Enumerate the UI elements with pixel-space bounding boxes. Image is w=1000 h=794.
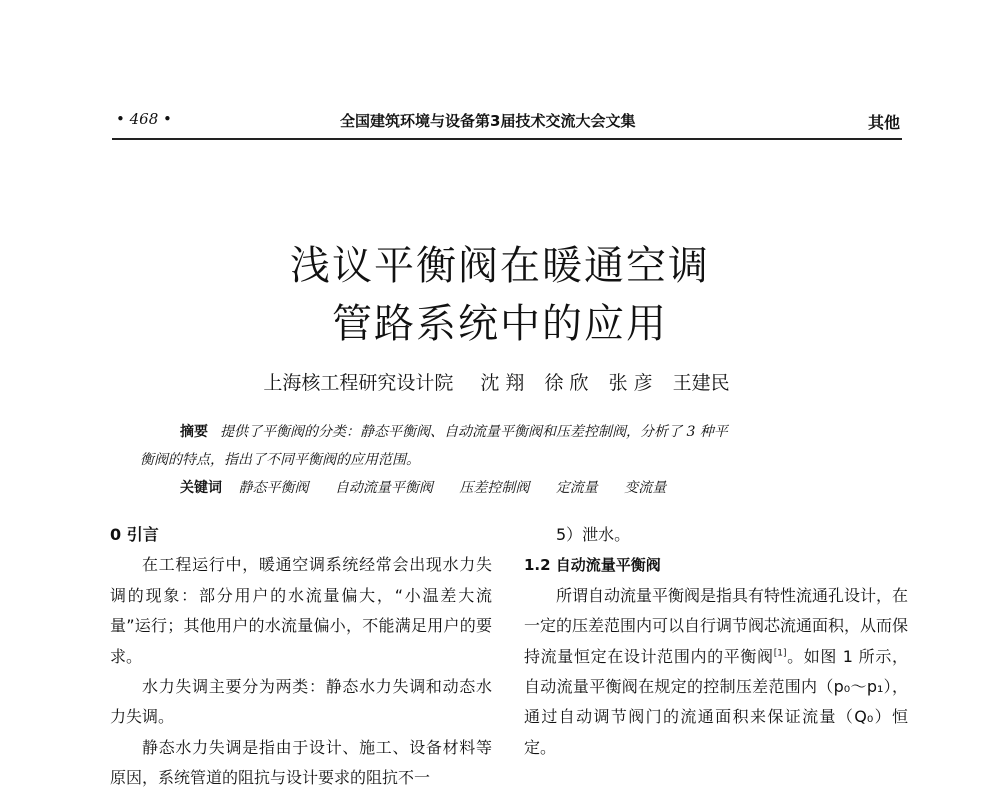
left-column: [110, 520, 492, 794]
list-item: 5）泄水。: [556, 525, 631, 544]
page-number: • 468 •: [116, 110, 172, 128]
abstract-label: 摘要: [180, 424, 208, 440]
section-label: 其他: [867, 113, 900, 132]
keyword: 定流量: [555, 480, 598, 496]
journal-title: 全国建筑环境与设备第3届技术交流大会文集: [340, 112, 636, 130]
keyword: 自动流量平衡阀: [334, 480, 433, 496]
author-institution: 上海核工程研究设计院: [263, 372, 454, 394]
keyword: 压差控制阀: [459, 480, 530, 496]
section-heading-introduction: 0 引言: [110, 525, 159, 544]
body-paragraph: 水力失调主要分为两类：静态水力失调和动态水力失调。: [110, 677, 492, 727]
article-title-line-2: 管路系统中的应用: [332, 301, 668, 347]
body-text: 所谓自动流量平衡阀是指具有特性流通孔设计，在一定的压差范围内可以自行调节阀芯流通面积，从而保持流量恒定在设计范围内的平衡阀: [524, 585, 909, 666]
author-name: 沈 翔: [480, 372, 525, 394]
body-paragraph: [524, 581, 908, 763]
subsection-heading: 1.2 自动流量平衡阀: [524, 556, 661, 575]
author-line: [0, 368, 1000, 395]
reference-marker: [1]: [773, 648, 787, 659]
keywords-label: 关键词: [180, 480, 222, 496]
author-name: 徐 欣: [544, 372, 589, 394]
keyword: 变流量: [624, 480, 667, 496]
keyword: 静态平衡阀: [238, 480, 309, 496]
author-name: 张 彦: [608, 372, 653, 394]
running-header: [112, 108, 902, 140]
abstract-text-line-2: 衡阀的特点，指出了不同平衡阀的应用范围。: [140, 452, 420, 468]
body-paragraph: 在工程运行中，暖通空调系统经常会出现水力失调的现象：部分用户的水流量偏大，“小温差大流量”运行；其他用户的水流量偏小，不能满足用户的要求。: [110, 555, 492, 666]
abstract-text-line-1: 提供了平衡阀的分类：静态平衡阀、自动流量平衡阀和压差控制阀，分析了 3 种平: [220, 424, 728, 440]
keywords: [180, 474, 880, 502]
abstract-continuation: [140, 446, 880, 474]
right-column: [524, 520, 908, 763]
body-text: 。如图 1 所示，自动流量平衡阀在规定的控制压差范围内（p₀～p₁），通过自动调节阀门的流通面积来保证流量（Q₀）恒定。: [524, 646, 908, 757]
body-paragraph: 静态水力失调是指由于设计、施工、设备材料等原因，系统管道的阻抗与设计要求的阻抗不一: [110, 737, 492, 788]
abstract: [180, 418, 880, 446]
article-title-line-1: 浅议平衡阀在暖通空调: [290, 243, 710, 289]
author-name: 王建民: [672, 372, 730, 394]
